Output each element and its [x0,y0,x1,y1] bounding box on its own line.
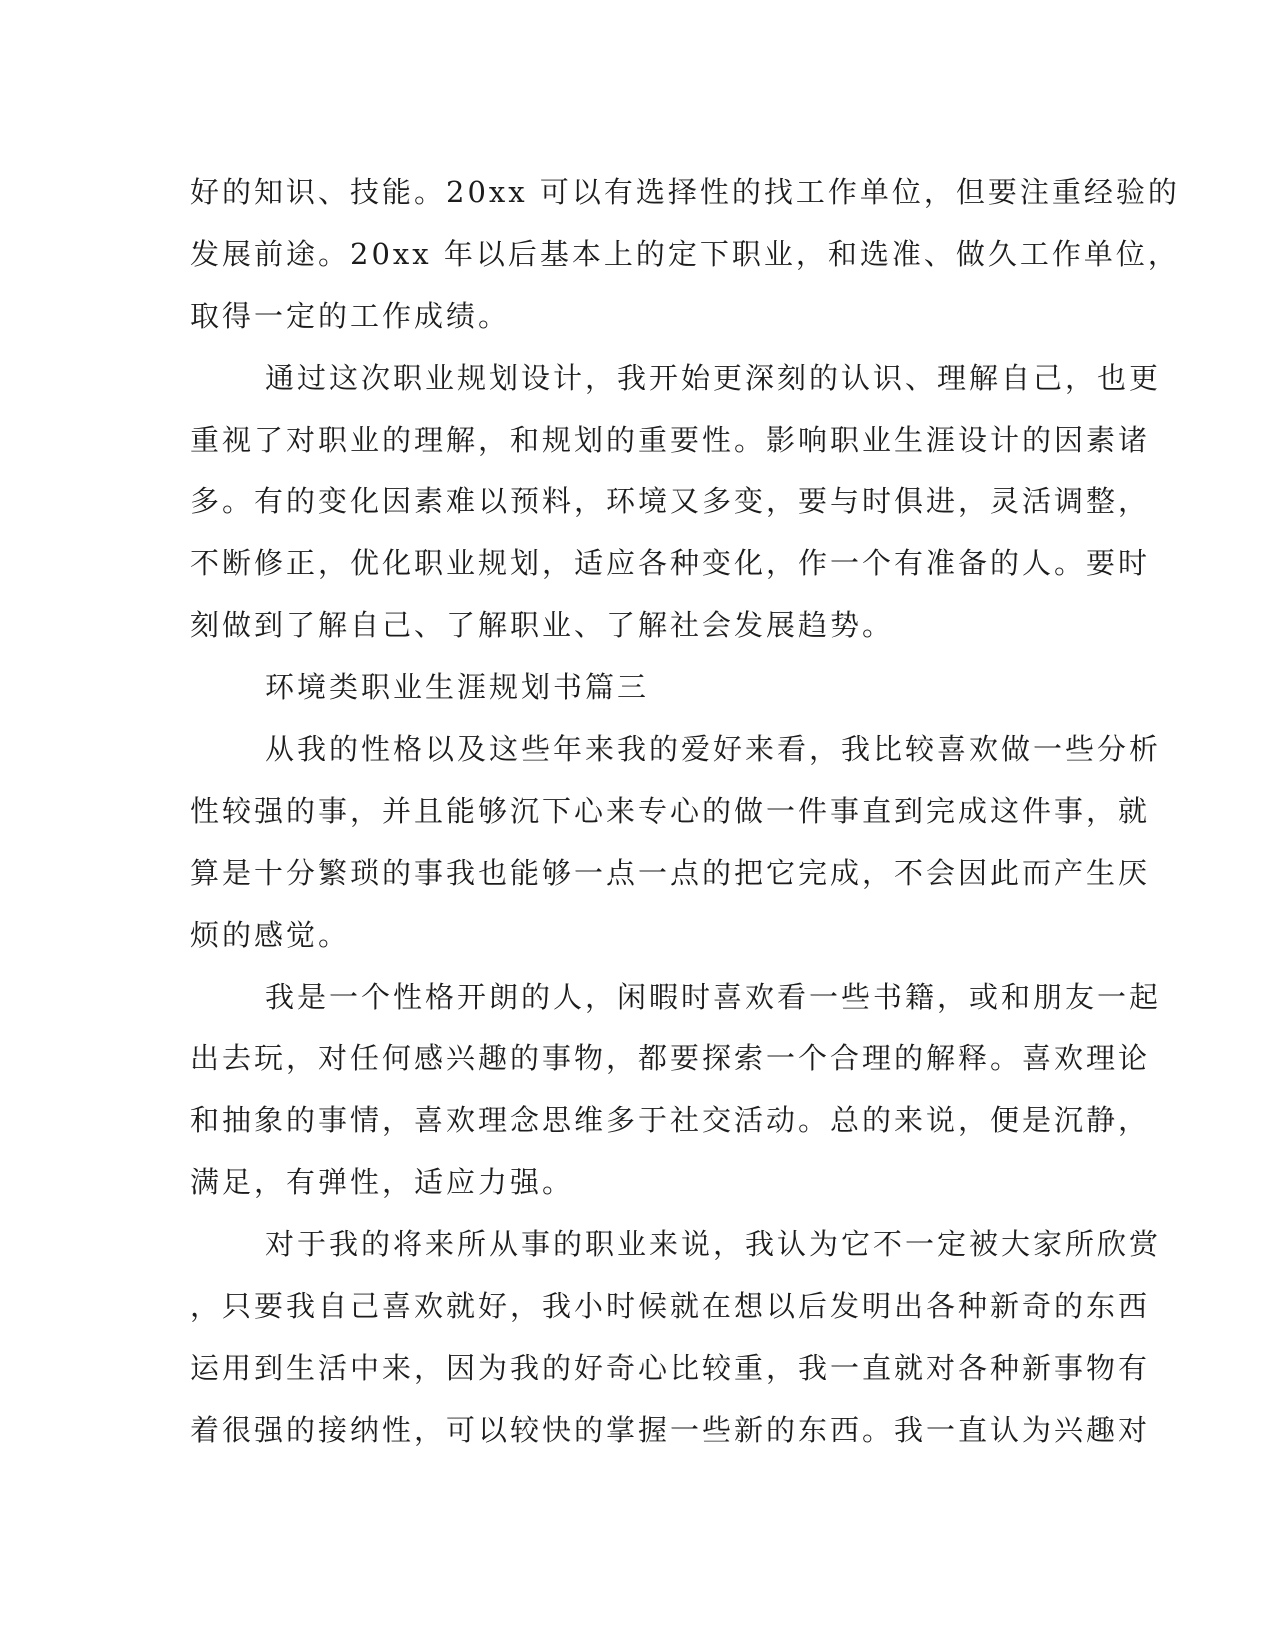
text-line: 重视了对职业的理解，和规划的重要性。影响职业生涯设计的因素诸 [190,422,1151,457]
text-line: 性较强的事，并且能够沉下心来专心的做一件事直到完成这件事，就 [190,793,1151,828]
text-line: 运用到生活中来，因为我的好奇心比较重，我一直就对各种新事物有 [190,1350,1151,1385]
section-heading: 环境类职业生涯规划书篇三 [265,670,650,705]
text-line: 满足，有弹性，适应力强。 [190,1165,575,1200]
text-line: 多。有的变化因素难以预料，环境又多变，要与时俱进，灵活调整， [190,484,1151,519]
text-line: 刻做到了解自己、了解职业、了解社会发展趋势。 [190,608,895,643]
paragraph-start-line: 对于我的将来所从事的职业来说，我认为它不一定被大家所欣赏 [265,1227,1162,1262]
text-line: 取得一定的工作成绩。 [190,298,511,333]
text-line: 着很强的接纳性，可以较快的掌握一些新的东西。我一直认为兴趣对 [190,1412,1151,1447]
text-line: ，只要我自己喜欢就好，我小时候就在想以后发明出各种新奇的东西 [190,1289,1151,1324]
text-line: 算是十分繁琐的事我也能够一点一点的把它完成，不会因此而产生厌 [190,855,1151,890]
paragraph-start-line: 我是一个性格开朗的人，闲暇时喜欢看一些书籍，或和朋友一起 [265,979,1162,1014]
text-line: 和抽象的事情，喜欢理念思维多于社交活动。总的来说，便是沉静， [190,1103,1151,1138]
text-line: 好的知识、技能。20xx 可以有选择性的找工作单位，但要注重经验的 [190,175,1180,209]
text-line: 发展前途。20xx 年以后基本上的定下职业，和选准、做久工作单位， [190,236,1180,271]
body-text [190,162,1180,1462]
paragraph-start-line: 通过这次职业规划设计，我开始更深刻的认识、理解自己，也更 [265,360,1162,395]
text-line: 烦的感觉。 [190,917,351,952]
text-line: 不断修正，优化职业规划，适应各种变化，作一个有准备的人。要时 [190,546,1151,581]
text-line: 出去玩，对任何感兴趣的事物，都要探索一个合理的解释。喜欢理论 [190,1041,1151,1076]
paragraph-start-line: 从我的性格以及这些年来我的爱好来看，我比较喜欢做一些分析 [265,732,1162,767]
